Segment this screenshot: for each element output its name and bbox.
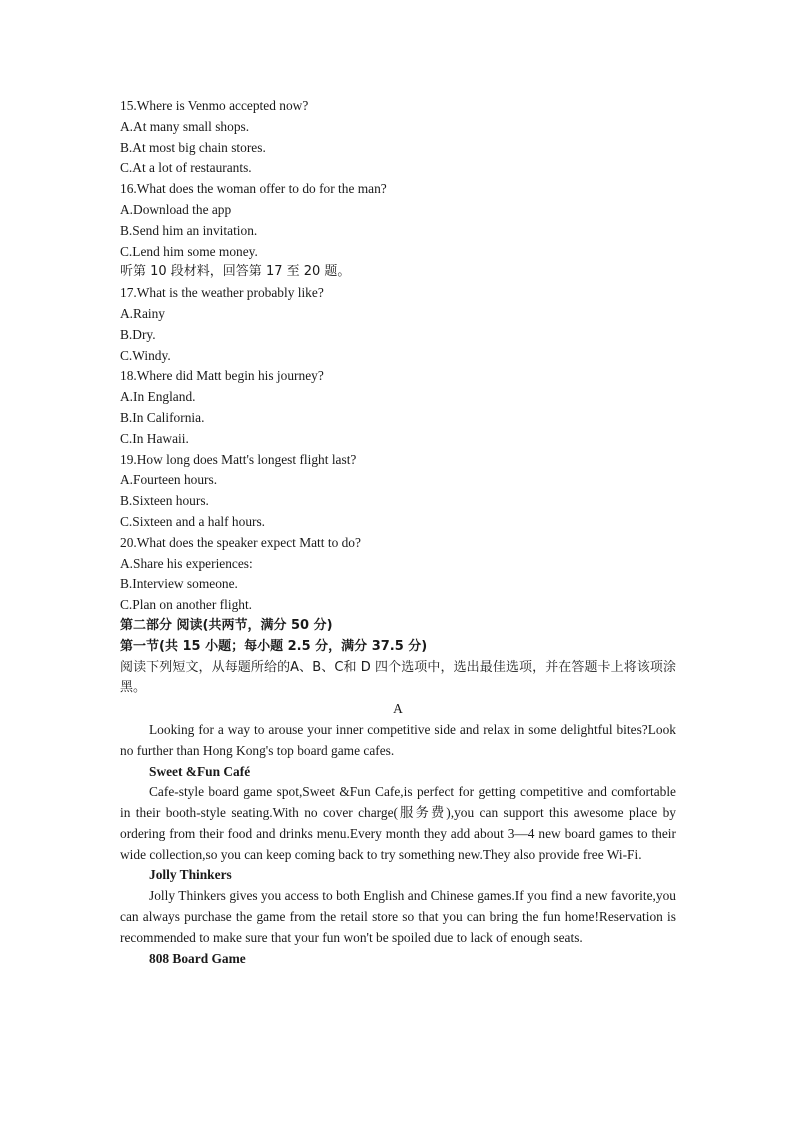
option-b: B.In California. — [120, 409, 205, 425]
reading-instruction: 阅读下列短文，从每题所给的A、B、C和 D 四个选项中，选出最佳选项，并在答题卡上将该项涂黑。 — [120, 659, 676, 696]
option-a: A.Fourteen hours. — [120, 472, 218, 488]
cafe-heading-808-board-game: 808 Board Game — [149, 950, 246, 966]
option-a: A.In England. — [120, 389, 196, 405]
cafe-description-jolly-thinkers: Jolly Thinkers gives you access to both English and Chinese games.If you find a new favorite,you can always purchase the game from the retail store so that you can bring the fun home!Reservation is recommended to make sure that your fun won't be spoiled due to lack of enough seats. — [120, 888, 676, 945]
option-c: C.At a lot of restaurants. — [120, 160, 252, 176]
question-text: 19.How long does Matt's longest flight last? — [120, 451, 357, 467]
question-20 — [120, 533, 676, 616]
cafe-heading-jolly-thinkers: Jolly Thinkers — [149, 867, 232, 883]
option-b: B.Send him an invitation. — [120, 222, 258, 238]
question-15 — [120, 96, 676, 179]
question-text: 15.Where is Venmo accepted now? — [120, 98, 309, 113]
passage-label: A — [393, 701, 403, 717]
question-18 — [120, 366, 676, 449]
question-19 — [120, 450, 676, 533]
passage-intro: Looking for a way to arouse your inner competitive side and relax in some delightful bites?Look no further than Hong Kong's top board game cafes. — [120, 721, 676, 758]
question-text: 16.What does the woman offer to do for the man? — [120, 181, 387, 197]
question-text: 17.What is the weather probably like? — [120, 285, 324, 301]
section-title: 第二部分 阅读(共两节，满分 50 分) — [120, 617, 333, 633]
option-b: B.Dry. — [120, 326, 156, 342]
option-c: C.Windy. — [120, 347, 171, 363]
question-17 — [120, 283, 676, 366]
option-c: C.Lend him some money. — [120, 243, 258, 259]
option-a: A.Download the app — [120, 201, 232, 217]
question-text: 18.Where did Matt begin his journey? — [120, 368, 324, 384]
option-b: B.At most big chain stores. — [120, 139, 266, 155]
cafe-description-sweet-fun: Cafe-style board game spot,Sweet &Fun Cafe,is perfect for getting competitive and comfortable in their booth-style seating.With no cover charge(服务费),you can support this awesome place by ordering from their food and drinks menu.Every month they add about 3—4 new board games to their wide collection,so you can keep coming back to try something new.They also provide free Wi-Fi. — [120, 784, 676, 862]
option-a: A.Rainy — [120, 305, 166, 321]
subsection-title: 第一节(共 15 小题；每小题 2.5 分，满分 37.5 分) — [120, 638, 428, 654]
document-page — [120, 96, 676, 969]
option-b: B.Sixteen hours. — [120, 493, 209, 509]
option-a: A.At many small shops. — [120, 118, 250, 134]
option-b: B.Interview someone. — [120, 576, 238, 592]
option-c: C.In Hawaii. — [120, 430, 189, 446]
option-a: A.Share his experiences: — [120, 555, 253, 571]
instruction-material-10: 听第 10 段材料，回答第 17 至 20 题。 — [120, 264, 351, 280]
option-c: C.Plan on another flight. — [120, 597, 253, 613]
question-text: 20.What does the speaker expect Matt to do? — [120, 534, 361, 550]
option-c: C.Sixteen and a half hours. — [120, 513, 266, 529]
question-16 — [120, 179, 676, 262]
cafe-heading-sweet-fun: Sweet &Fun Café — [149, 763, 251, 779]
